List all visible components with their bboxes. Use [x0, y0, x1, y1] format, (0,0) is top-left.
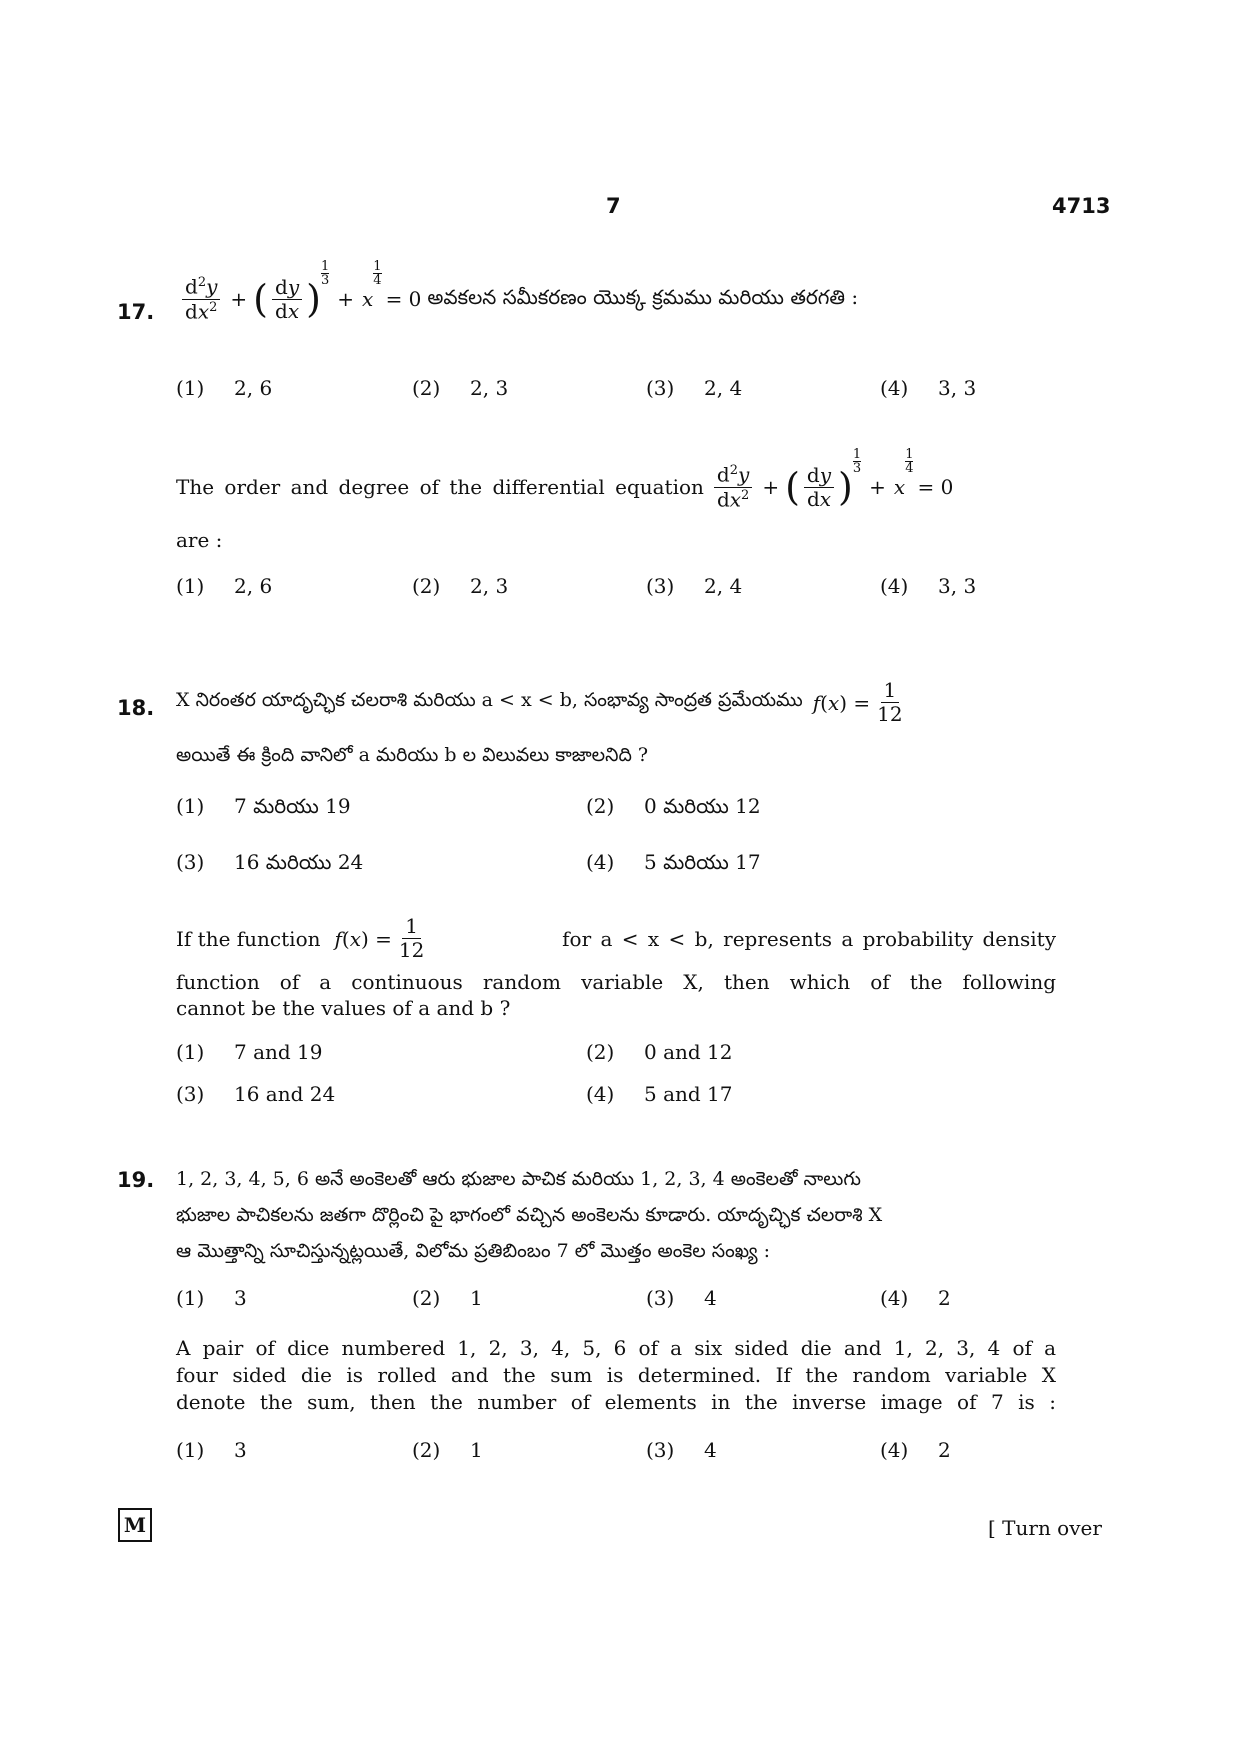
q17-te-option-2: (2) 2, 3 — [412, 376, 509, 400]
page-number: 7 — [606, 194, 621, 218]
q17-te-option-3: (3) 2, 4 — [646, 376, 743, 400]
q18-english-post: for a < x < b, represents a probability density — [562, 926, 1056, 951]
q17-en-option-4: (4) 3, 3 — [880, 574, 977, 598]
q17-en-option-3: (3) 2, 4 — [646, 574, 743, 598]
question-number-17: 17. — [117, 300, 155, 324]
q19-telugu-line1: 1, 2, 3, 4, 5, 6 అనే అంకెలతో ఆరు భుజాల పాచిక మరియు 1, 2, 3, 4 అంకెలతో నాలుగు — [176, 1168, 861, 1190]
turn-over-label: [ Turn over — [988, 1516, 1102, 1540]
question-number-18: 18. — [117, 696, 155, 720]
q19-english-line3: denote the sum, then the number of elements in the inverse image of 7 is : — [176, 1390, 1056, 1414]
q17-english-text-2: are : — [176, 528, 223, 552]
q18-en-option-3: (3) 16 and 24 — [176, 1082, 336, 1106]
q19-en-option-3: (3) 4 — [646, 1438, 717, 1462]
q18-te-option-3: (3) 16 మరియు 24 — [176, 850, 364, 874]
q18-telugu-line1: X నిరంతర యాదృచ్ఛిక చలరాశి మరియు a < x < b, సంభావ్య సాంద్రత ప్రమేయము — [176, 689, 803, 711]
q17-en-option-2: (2) 2, 3 — [412, 574, 509, 598]
q17-eq-tail: = 0 — [385, 287, 422, 312]
q18-english-line3: cannot be the values of a and b ? — [176, 996, 511, 1020]
q17-te-option-4: (4) 3, 3 — [880, 376, 977, 400]
q18-en-option-2: (2) 0 and 12 — [586, 1040, 733, 1064]
q19-en-option-4: (4) 2 — [880, 1438, 951, 1462]
q17-telugu-text: అవకలన సమీకరణం యొక్క క్రమము మరియు తరగతి : — [427, 284, 859, 309]
q18-english-line1: If the function f(x) = $\frac{1}{12}$ for a < x < b, represents a probability density — [176, 914, 1056, 962]
q19-te-option-2: (2) 1 — [412, 1286, 483, 1310]
q18-te-option-4: (4) 5 మరియు 17 — [586, 850, 761, 874]
q19-english-line2: four sided die is rolled and the sum is determined. If the random variable X — [176, 1363, 1056, 1387]
q17-equation-te: $\frac{d^2y}{dx^2}$ + ( $\frac{dy}{dx}$ ) 1 3 + x $\frac{1}{4}$ = 0 అవకలన సమీకరణం యొక్క క్రమము మరియు తరగతి : — [178, 276, 858, 322]
q18-english-pre: If the function — [176, 926, 321, 951]
q17-en-option-1: (1) 2, 6 — [176, 574, 273, 598]
q19-telugu-line3: ఆ మొత్తాన్ని సూచిస్తున్నట్లయితే, విలోమ ప్రతిబింబం 7 లో మొత్తం అంకెల సంఖ్య : — [176, 1240, 771, 1262]
q19-en-option-2: (2) 1 — [412, 1438, 483, 1462]
q18-telugu-line2: అయితే ఈ క్రింది వానిలో a మరియు b ల విలువలు కాజాలనిది ? — [176, 744, 649, 766]
question-number-19: 19. — [117, 1168, 155, 1192]
q19-english-line1: A pair of dice numbered 1, 2, 3, 4, 5, 6 of a six sided die and 1, 2, 3, 4 of a — [176, 1336, 1056, 1360]
q18-en-option-4: (4) 5 and 17 — [586, 1082, 733, 1106]
q18-english-line2: function of a continuous random variable X, then which of the following — [176, 970, 1056, 994]
q19-te-option-3: (3) 4 — [646, 1286, 717, 1310]
q19-en-option-1: (1) 3 — [176, 1438, 247, 1462]
paper-code: 4713 — [1052, 194, 1111, 218]
q18-telugu-line1-row: X నిరంతర యాదృచ్ఛిక చలరాశి మరియు a < x < b, సంభావ్య సాంద్రత ప్రమేయము f(x) = $\frac{1}{12}$ — [176, 678, 903, 726]
q19-telugu-line2: భుజాల పాచికలను జతగా దొర్లించి పై భాగంలో వచ్చిన అంకెలను కూడారు. యాదృచ్ఛిక చలరాశి X — [176, 1204, 883, 1226]
q17-english-line: The order and degree of the differential equation $\frac{d^2y}{dx^2}$ + ( $\frac{dy}{dx}$ ) 1 3 + x $\frac{1}{4}$ = 0 — [176, 446, 954, 512]
q17-english-text: The order and degree of the differential equation — [176, 475, 704, 500]
q17-te-option-1: (1) 2, 6 — [176, 376, 273, 400]
q18-en-option-1: (1) 7 and 19 — [176, 1040, 323, 1064]
q18-te-option-1: (1) 7 మరియు 19 — [176, 794, 351, 818]
set-mark-box: M — [118, 1508, 152, 1542]
q18-te-option-2: (2) 0 మరియు 12 — [586, 794, 761, 818]
q19-te-option-4: (4) 2 — [880, 1286, 951, 1310]
q19-te-option-1: (1) 3 — [176, 1286, 247, 1310]
